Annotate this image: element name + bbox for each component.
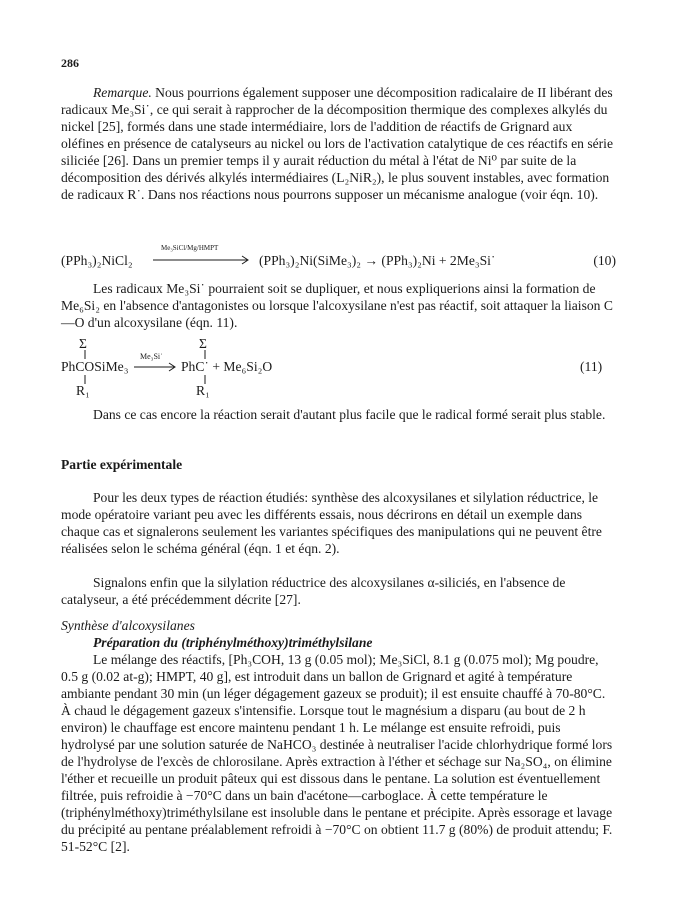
eq11-sigma-left: Σ (79, 336, 87, 351)
bond-line-icon (203, 350, 207, 359)
remark-paragraph (61, 84, 616, 203)
eq11-right-main: PhC˙ + Me₆Si₂O (181, 359, 273, 374)
page-number: 286 (61, 56, 79, 70)
equation-10 (61, 244, 616, 273)
reaction-arrow-icon (134, 361, 178, 373)
eq11-reagent: Me₃Si˙ (140, 352, 163, 361)
preparation-title: Préparation du (triphénylméthoxy)triméthylsilane (93, 635, 373, 650)
eq10-reagent: Me₃SiCl/Mg/HMPT (161, 244, 219, 252)
eq11-sigma-right: Σ (199, 336, 207, 351)
remark-label: Remarque. (93, 85, 152, 100)
subsection-title: Synthèse d'alcoxysilanes (61, 618, 195, 633)
reaction-arrow-icon (153, 254, 253, 266)
eq11-r1-left: R₁ (76, 383, 90, 398)
preparation-paragraph: Le mélange des réactifs, [Ph₃COH, 13 g (0.05 mol); Me₃SiCl, 8.1 g (0.075 mol); Mg poudre, 0.5 g (0.02 at-g); HMPT, 40 g], est introduit dans un ballon de Grignard et agité à température ambiante pendant 30 min (un léger dégagement gazeux se produit); il est ensuite chauffé à 70-80°C. À chaud le dégagement gazeux s'intensifie. Lorsque tout le magnésium a disparu (au bout de 2 h environ) le chauffage est encore maintenu pendant 1 h. Le mélange est ensuite refroidi, puis hydrolysé par une solution saturée de NaHCO₃ destinée à neutraliser l'acide chlorhydrique formé lors de l'hydrolyse de l'excès de chlorosilane. Après extraction à l'éther et séchage sur Na₂SO₄, on élimine l'éther et recueille un produit pâteux qui est dissous dans le pentane. La solution est éventuellement filtrée, puis refroidie à −70°C dans un bain d'acétone—carboglace. À cette température le (triphénylméthoxy)triméthylsilane est insoluble dans le pentane et précipite. Après essorage et lavage du précipité au pentane préalablement refroidi à −70°C on obtient 11.7 g (80%) de produit attendu; F. 51-52°C [2]. (61, 652, 613, 854)
eq11-number: (11) (580, 359, 603, 374)
radicals-paragraph: Les radicaux Me₃Si˙ pourraient soit se dupliquer, et nous expliquerions ainsi la formation de Me₆Si₂ en l'absence d'antagonistes ou lorsque l'alcoxysilane n'est pas réactif, soit attaquer la liaison C—O d'un alcoxysilane (éqn. 11). (61, 281, 613, 330)
eq10-rhs: (PPh₃)₂Ni(SiMe₃)₂ → (PPh₃)₂Ni + 2Me₃Si˙ (259, 253, 496, 268)
experimental-paragraph-2: Signalons enfin que la silylation réductrice des alcoxysilanes α-siliciés, en l'absence de catalyseur, a été précédemment décrite [27]. (61, 575, 566, 607)
eq10-lhs: (PPh₃)₂NiCl₂ (61, 253, 133, 268)
stable-paragraph: Dans ce cas encore la réaction serait d'autant plus facile que le radical formé serait plus stable. (93, 407, 606, 422)
eq10-number: (10) (593, 253, 616, 268)
remark-text: Nous pourrions également supposer une décomposition radicalaire de II libérant des radicaux Me₃Si˙, ce qui serait à rapprocher de la décomposition thermique des complexes alkylés du nickel [25], formés dans une stade intermédiaire, lors de l'addition de réactifs de Grignard aux oléfines en présence de catalyseurs au nickel ou lors de l'activation catalytique de ces réactifs en série siliciée [26]. Dans un premier temps il y aurait réduction du métal à l'état de Ni⁰ par suite de la décomposition des dérivés alkylés intermédiaires (L₂NiR₂), le plus souvent instables, avec formation de radicaux R˙. Dans nos réactions nous pourrons supposer un mécanisme analogue (voir éqn. 10). (61, 85, 613, 202)
experimental-paragraph-1: Pour les deux types de réaction étudiés: synthèse des alcoxysilanes et silylation réductrice, le mode opératoire variant peu avec les différents essais, nous décrirons en détail un exemple dans chaque cas et signalerons seulement les variantes spécifiques des manipulations qui ne peuvent être réalisées selon le schéma général (éqn. 1 et éqn. 2). (61, 490, 602, 556)
section-title: Partie expérimentale (61, 457, 183, 472)
eq11-left-main: PhCOSiMe₃ (61, 359, 129, 374)
eq11-r1-right: R₁ (196, 383, 210, 398)
bond-line-icon (83, 350, 87, 359)
